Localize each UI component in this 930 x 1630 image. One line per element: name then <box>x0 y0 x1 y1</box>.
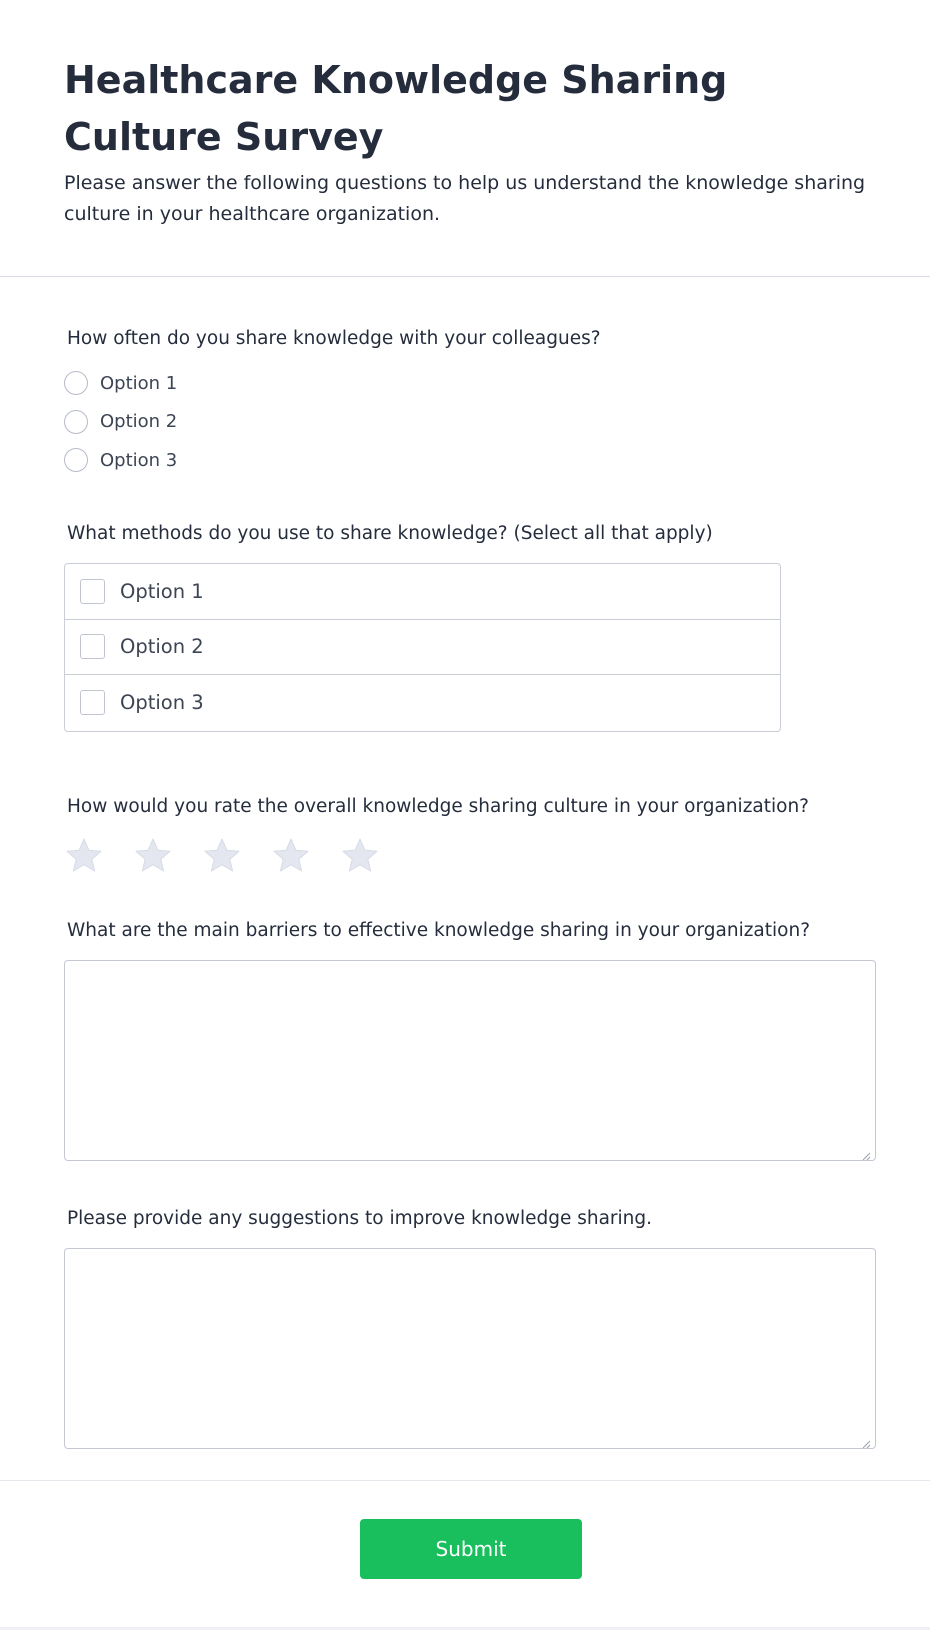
question-frequency <box>64 326 601 480</box>
checkbox-option-label: Option 3 <box>120 691 204 715</box>
star-icon[interactable] <box>202 836 242 876</box>
star-icon[interactable] <box>64 836 104 876</box>
resize-grip-icon[interactable] <box>861 1434 871 1444</box>
checkbox-option-3[interactable] <box>65 675 780 731</box>
radio-button[interactable] <box>64 371 88 395</box>
star-icon[interactable] <box>340 836 380 876</box>
question-title: What are the main barriers to effective knowledge sharing in your organization? <box>67 920 811 941</box>
checkbox-option-label: Option 1 <box>120 579 204 603</box>
submit-button[interactable]: Submit <box>360 1519 582 1579</box>
radio-option-label: Option 1 <box>100 372 178 394</box>
survey-description: Please answer the following questions to help us understand the knowledge sharing culture in your healthcare organization. <box>64 172 866 225</box>
radio-button[interactable] <box>64 448 88 472</box>
checkbox[interactable] <box>80 690 105 715</box>
radio-option-2[interactable] <box>64 403 601 442</box>
radio-option-label: Option 2 <box>100 411 178 433</box>
radio-option-label: Option 3 <box>100 449 178 471</box>
question-methods <box>64 521 781 732</box>
checkbox-option-label: Option 2 <box>120 635 204 659</box>
survey-footer <box>0 1480 930 1628</box>
question-barriers <box>64 918 876 1161</box>
question-title: What methods do you use to share knowledge? (Select all that apply) <box>67 523 713 544</box>
question-title: Please provide any suggestions to improve knowledge sharing. <box>67 1208 653 1229</box>
radio-option-1[interactable] <box>64 364 601 403</box>
radio-option-3[interactable] <box>64 441 601 480</box>
radio-button[interactable] <box>64 410 88 434</box>
star-icon[interactable] <box>133 836 173 876</box>
star-icon[interactable] <box>271 836 311 876</box>
question-suggestions <box>64 1206 876 1449</box>
survey-title: Healthcare Knowledge Sharing Culture Survey <box>64 58 728 159</box>
checkbox[interactable] <box>80 579 105 604</box>
question-rating <box>64 794 809 876</box>
radio-group <box>64 364 601 480</box>
checkbox-option-1[interactable] <box>65 564 780 620</box>
checkbox[interactable] <box>80 634 105 659</box>
checkbox-group <box>64 563 781 732</box>
question-title: How would you rate the overall knowledge sharing culture in your organization? <box>67 796 810 817</box>
resize-grip-icon[interactable] <box>861 1146 871 1156</box>
star-rating <box>64 836 809 876</box>
suggestions-textarea[interactable] <box>64 1248 876 1449</box>
survey-header <box>0 0 930 277</box>
checkbox-option-2[interactable] <box>65 620 780 676</box>
barriers-textarea[interactable] <box>64 960 876 1161</box>
question-title: How often do you share knowledge with your colleagues? <box>67 328 601 349</box>
